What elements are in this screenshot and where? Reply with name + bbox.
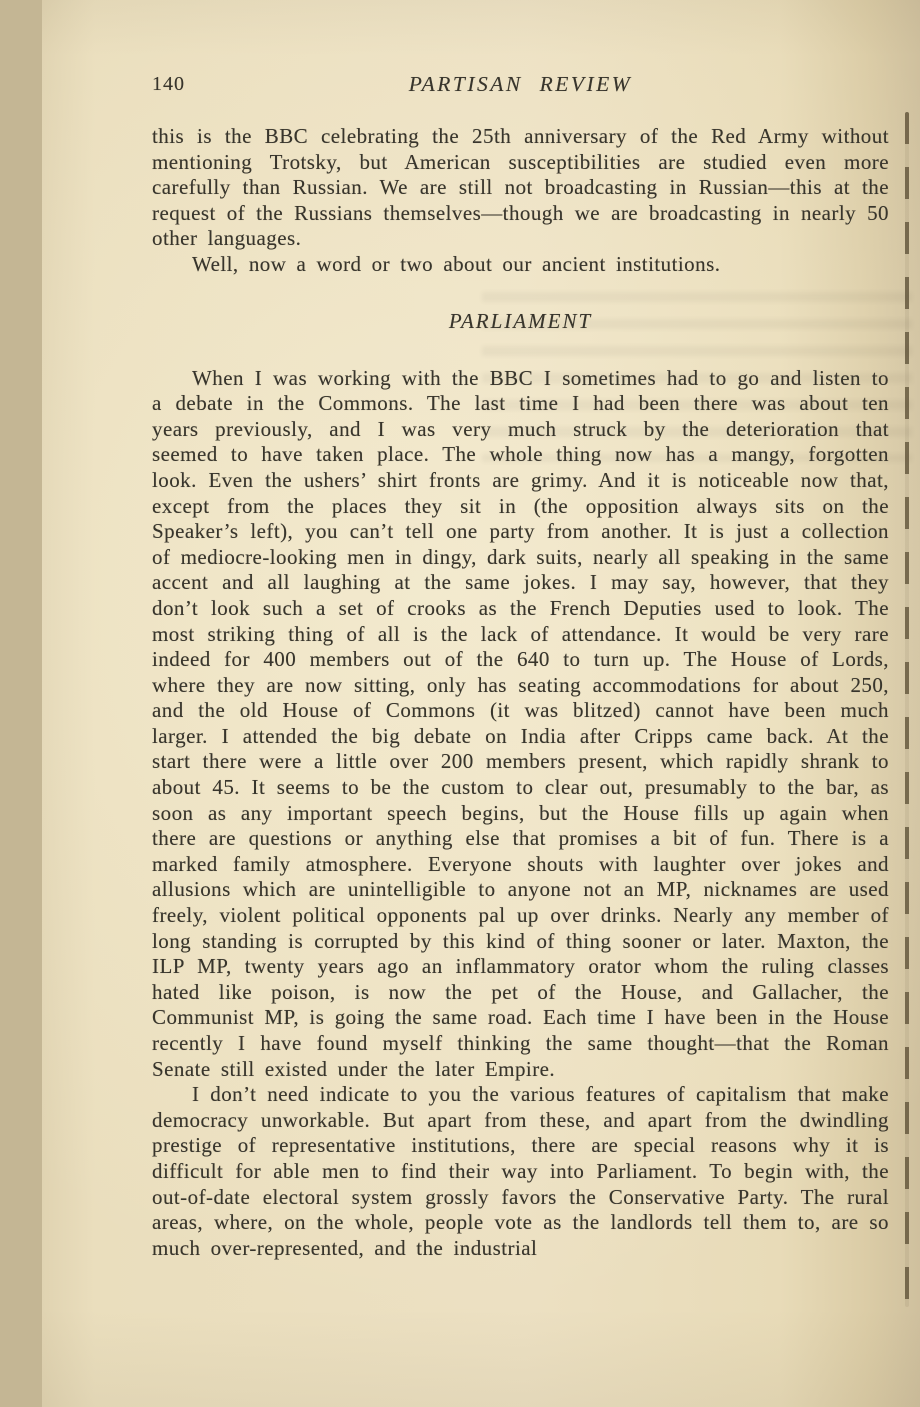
next-page-edge-line bbox=[905, 112, 909, 1307]
paper-page bbox=[42, 0, 920, 1407]
section-heading: PARLIAMENT bbox=[448, 308, 593, 333]
page-number: 140 bbox=[152, 73, 185, 95]
running-title: PARTISAN REVIEW bbox=[408, 72, 633, 96]
book-fore-edge-pages bbox=[0, 0, 42, 1407]
paragraph-capitalism: I don’t need indicate to you the various features of capitalism that make democracy unworkable. But apart from these, and apart from the dwindling prestige of representative institutions, there are special reasons why it is difficult for able men to find their way into Parliament. To begin with, the out-of-date electoral system grossly favors the Conservative Party. The rural areas, where, on the whole, people vote as the landlords tell them to, are so much over-represented, and the industrial bbox=[152, 1082, 889, 1260]
text-block bbox=[152, 0, 889, 1261]
paragraph-continuation: this is the BBC celebrating the 25th anniversary of the Red Army without mentioning Trotsky, but American susceptibilities are studied even more carefully than Russian. We are still not broadcasting in Russian—this at the request of the Russians themselves—though we are broadcasting in nearly 50 other languages. bbox=[152, 124, 889, 251]
paragraph-parliament: When I was working with the BBC I sometimes had to go and listen to a debate in the Commons. The last time I had been there was about ten years previously, and I was very much struck by the deterioration that seemed to have taken place. The whole thing now has a mangy, forgotten look. Even the ushers’ shirt fronts are grimy. And it is noticeable now that, except from the places they sit in (the opposition always sits on the Speaker’s left), you can’t tell one party from another. It is just a collection of mediocre-looking men in dingy, dark suits, nearly all speaking in the same accent and all laughing at the same jokes. I may say, however, that they don’t look such a set of crooks as the French Deputies used to look. The most striking thing of all is the lack of attendance. It would be very rare indeed for 400 members out of the 640 to turn up. The House of Lords, where they are now sitting, only has seating accommodations for about 250, and the old House of Commons (it was blitzed) cannot have been much larger. I attended the big debate on India after Cripps came back. At the start there were a little over 200 members present, which rapidly shrank to about 45. It seems to be the custom to clear out, presumably to the bar, as soon as any important speech begins, but the House fills up again when there are questions or anything else that promises a bit of fun. There is a marked family atmosphere. Everyone shouts with laughter over jokes and allusions which are unintelligible to anyone not an MP, nicknames are used freely, violent political opponents pal up over drinks. Nearly any member of long standing is corrupted by this kind of thing sooner or later. Maxton, the ILP MP, twenty years ago an inflammatory orator whom the ruling classes hated like poison, is now the pet of the House, and Gallacher, the Communist MP, is going the same road. Each time I have been in the House recently I have found myself thinking the same thought—that the Roman Senate still existed under the later Empire. bbox=[152, 365, 889, 1081]
page-header bbox=[152, 72, 889, 98]
paragraph-transition: Well, now a word or two about our ancient institutions. bbox=[192, 251, 721, 276]
